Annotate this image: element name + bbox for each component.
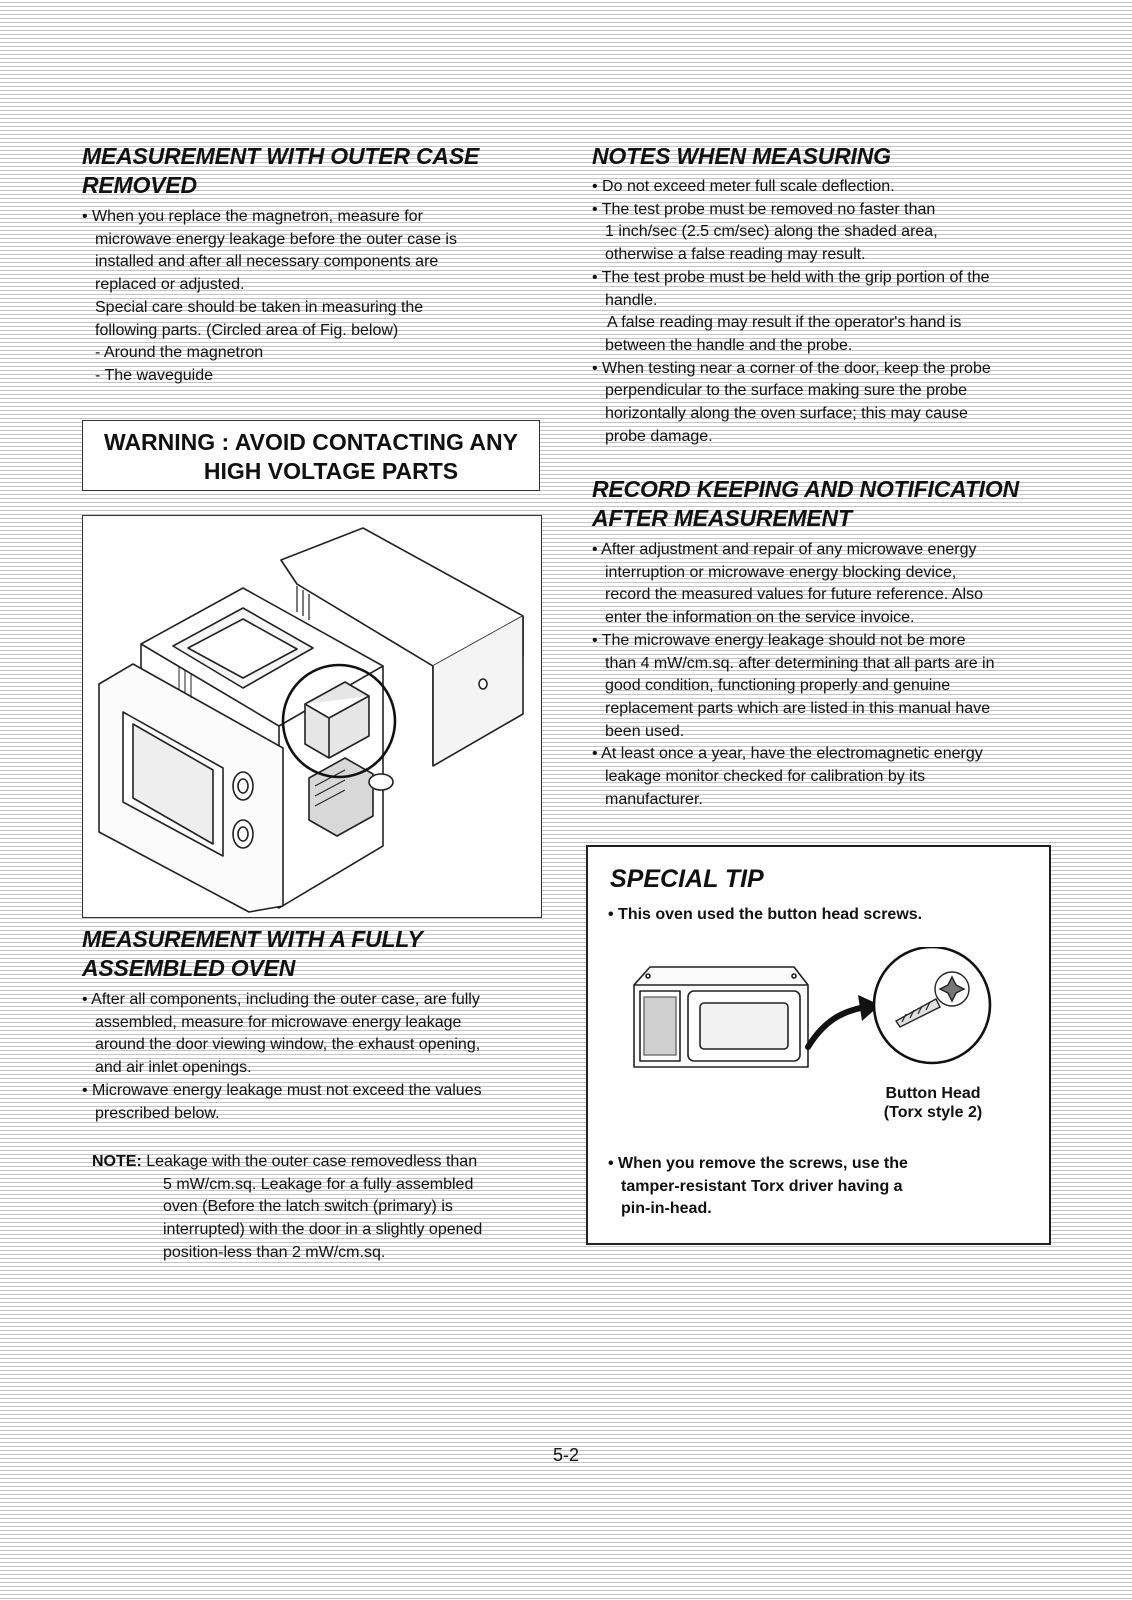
- section-body: • After all components, including the outer case, are fully assembled, measure for microwave energy leakage around the door viewing window, the exhaust opening, and air inlet openings. • Microwave energy leakage must not exceed the values prescribed below.: [82, 991, 482, 1122]
- section-body: • Do not exceed meter full scale deflection. • The test probe must be removed no faster than 1 inch/sec (2.5 cm/sec) along the shaded area, otherwise a false reading may result. • The test probe must be held with the grip portion of the handle. A false reading may result if the operator's hand is between the handle and the probe. • When testing near a corner of the door, keep the probe perpendicular to the surface making sure the probe horizontally along the oven surface; this may cause probe damage.: [592, 178, 991, 445]
- section-heading: MEASUREMENT WITH OUTER CASE REMOVED: [82, 143, 480, 198]
- leakage-note: NOTE: Leakage with the outer case removedless than 5 mW/cm.sq. Leakage for a fully assembled oven (Before the latch switch (primary) is interrupted) with the door in a slightly opened position-less than 2 mW/cm.sq.: [92, 1153, 483, 1261]
- section-fully-assembled: [82, 925, 552, 1125]
- section-record-keeping: [592, 475, 1072, 811]
- section-notes-when-measuring: [592, 142, 1072, 448]
- section-outer-case-removed: [82, 142, 552, 388]
- screw-label: Button Head (Torx style 2): [883, 1085, 983, 1121]
- warning-line-2: HIGH VOLTAGE PARTS: [203, 458, 459, 484]
- figure-oven-disassembled: [82, 515, 542, 918]
- warning-line-1: WARNING : AVOID CONTACTING ANY: [104, 429, 518, 455]
- section-heading: NOTES WHEN MEASURING: [592, 143, 891, 169]
- section-body: • After adjustment and repair of any microwave energy interruption or microwave energy blocking device, record the measured values for future reference. Also enter the information on the service invoice. • The microwave energy leakage should not be more than 4 mW/cm.sq. after determining that all parts are in good condition, functioning properly and genuine replacement parts which are listed in this manual have been used. • At least once a year, have the electromagnetic energy leakage monitor checked for calibration by its manufacturer.: [592, 541, 995, 808]
- section-heading: RECORD KEEPING AND NOTIFICATION AFTER MEASUREMENT: [592, 476, 1019, 531]
- note-label: NOTE:: [92, 1153, 142, 1170]
- warning-box: [82, 420, 540, 491]
- special-tip-title: SPECIAL TIP: [610, 865, 764, 893]
- special-tip-box: [586, 845, 1051, 1245]
- page-number: 5-2: [552, 1445, 579, 1465]
- section-heading: MEASUREMENT WITH A FULLY ASSEMBLED OVEN: [82, 926, 423, 981]
- special-tip-instruction: • When you remove the screws, use the tamper-resistant Torx driver having a pin-in-head.: [608, 1155, 908, 1218]
- special-tip-line: • This oven used the button head screws.: [608, 906, 923, 923]
- section-body: • When you replace the magnetron, measure for microwave energy leakage before the outer case is installed and after all necessary components are replaced or adjusted. Special care should be taken in measuring the following parts. (Circled area of Fig. below) - Around the magnetron - The waveguide: [82, 208, 457, 384]
- oven-screw-illustration: [628, 947, 1008, 1087]
- oven-disassembled-illustration: [83, 516, 541, 917]
